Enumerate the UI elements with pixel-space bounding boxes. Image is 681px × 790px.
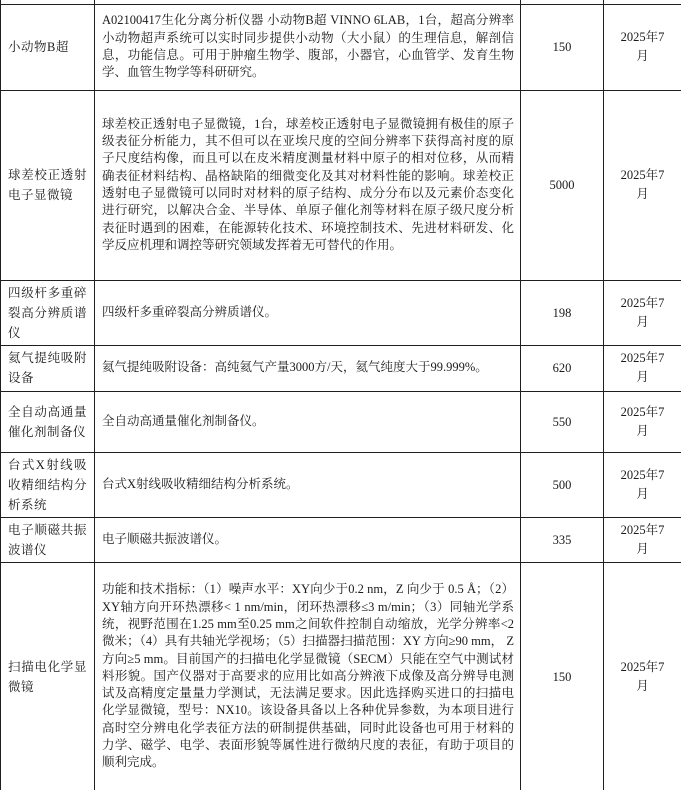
equipment-description-cell: 功能和技术指标：（1）噪声水平：XY向少于0.2 nm，Z 向少于 0.5 Å；（2）XY轴方向开环热漂移< 1 nm/min，闭环热漂移≤3 m/min；（3）同轴光学系统，视野范围在1.25 mm至0.25 mm之间软件控制自动缩放，光学分辨率<2 微米；（4）具有共轴光学视场；（5）扫描器扫描范围：XY 方向≥90 mm， Z方向≥5 mm。目前国产的扫描电化学显微镜（SECM）只能在空气中测试材料形貌。国产仪器对于高要求的应用比如高分辨液下成像及高分辨导电测试及高精度定量量力学测试，无法满足要求。因此选择购买进口的扫描电化学显微镜，型号：NX10。该设备具备以上各种优异参数，为本项目进行高时空分辨电化学表征方法的研制提供基础，同时此设备也可用于材料的力学、磁学、电学、表面形貌等属性进行微纳尺度的表征，有助于项目的顺利完成。	[95, 562, 521, 790]
budget-amount-cell: 198	[521, 280, 604, 345]
equipment-description-cell: A02100417生化分离分析仪器 小动物B超 VINNO 6LAB，1台，超高分辨率小动物超声系统可以实时同步提供小动物（大小鼠）的生理信息，解剖信息，功能信息。可用于肿瘤生物学、腹部，小器官，心血管学、发育生物学、血管生物学等科研研究。	[95, 4, 521, 90]
budget-amount-cell: 5000	[521, 90, 604, 280]
equipment-name-cell: 氦气提纯吸附设备	[1, 345, 95, 391]
table-row	[1, 452, 681, 517]
equipment-description-cell: 台式X射线吸收精细结构分析系统。	[95, 452, 521, 517]
table-row	[1, 391, 681, 452]
equipment-description-cell: 电子顺磁共振波谱仪。	[95, 517, 521, 562]
equipment-name-cell: 台式X射线吸收精细结构分析系统	[1, 452, 95, 517]
equipment-name-cell: 球差校正透射电子显微镜	[1, 90, 95, 280]
equipment-description-cell: 四级杆多重碎裂高分辨质谱仪。	[95, 280, 521, 345]
equipment-description-cell: 全自动高通量催化剂制备仪。	[95, 391, 521, 452]
equipment-name-cell: 全自动高通量催化剂制备仪	[1, 391, 95, 452]
purchase-date-cell: 2025年7月	[604, 391, 681, 452]
purchase-date-cell: 2025年7月	[604, 517, 681, 562]
purchase-date-cell: 2025年7月	[604, 280, 681, 345]
purchase-date-cell: 2025年7月	[604, 90, 681, 280]
table-row	[1, 345, 681, 391]
table-row	[1, 280, 681, 345]
equipment-name-cell: 四级杆多重碎裂高分辨质谱仪	[1, 280, 95, 345]
equipment-name-cell: 小动物B超	[1, 4, 95, 90]
table-row	[1, 517, 681, 562]
budget-amount-cell: 150	[521, 4, 604, 90]
budget-amount-cell: 550	[521, 391, 604, 452]
table-row	[1, 4, 681, 90]
purchase-date-cell: 2025年7月	[604, 452, 681, 517]
purchase-date-cell: 2025年7月	[604, 4, 681, 90]
purchase-date-cell: 2025年7月	[604, 562, 681, 790]
equipment-description-cell: 氦气提纯吸附设备：高纯氦气产量3000方/天，氦气纯度大于99.999%。	[95, 345, 521, 391]
equipment-name-cell: 扫描电化学显微镜	[1, 562, 95, 790]
budget-amount-cell: 620	[521, 345, 604, 391]
budget-amount-cell: 335	[521, 517, 604, 562]
table-row	[1, 90, 681, 280]
budget-amount-cell: 150	[521, 562, 604, 790]
table-row	[1, 562, 681, 790]
budget-amount-cell: 500	[521, 452, 604, 517]
equipment-name-cell: 电子顺磁共振波谱仪	[1, 517, 95, 562]
equipment-description-cell: 球差校正透射电子显微镜，1台，球差校正透射电子显微镜拥有极佳的原子级表征分析能力，其不但可以在亚埃尺度的空间分辨率下获得高衬度的原子尺度结构像，而且可以在皮米精度测量材料中原子的相对位移，从而精确表征材料结构、晶格缺陷的细微变化及其对材料性能的影响。球差校正透射电子显微镜可以同时对材料的原子结构、成分分布以及元素价态变化进行研究，以解决合金、半导体、单原子催化剂等材料在原子级尺度分析表征时遇到的困难，在能源转化技术、环境控制技术、先进材料研发、化学反应机理和调控等研究领域发挥着无可替代的作用。	[95, 90, 521, 280]
purchase-date-cell: 2025年7月	[604, 345, 681, 391]
